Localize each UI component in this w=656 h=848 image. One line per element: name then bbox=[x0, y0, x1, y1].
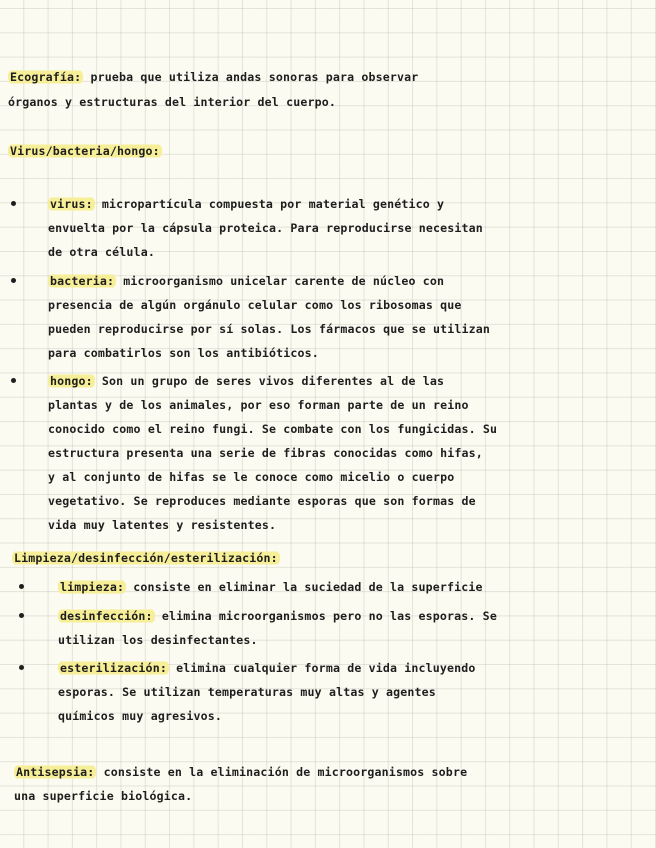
hongo-term: hongo: bbox=[50, 374, 93, 388]
virus-line-1 bbox=[48, 197, 444, 211]
virus-text-1: micropartícula compuesta por material genético y bbox=[94, 197, 445, 211]
limpieza-section-heading bbox=[12, 551, 280, 565]
hongo-line-4: estructura presenta una serie de fibras conocidas como hifas, bbox=[48, 446, 483, 460]
ecografia-line-2: órganos y estructuras del interior del cuerpo. bbox=[8, 95, 336, 109]
esterilizacion-term: esterilización: bbox=[60, 661, 167, 675]
ecografia-text-1: prueba que utiliza andas sonoras para observar bbox=[83, 70, 419, 84]
limpieza-term: limpieza: bbox=[60, 580, 125, 594]
bullet-dot bbox=[19, 613, 24, 618]
antisepsia-term: Antisepsia: bbox=[16, 765, 95, 779]
bacteria-line-1 bbox=[48, 274, 444, 288]
esterilizacion-text-1: elimina cualquier forma de vida incluyendo bbox=[168, 661, 476, 675]
ecografia-line-1 bbox=[8, 70, 418, 84]
ecografia-term: Ecografía: bbox=[10, 70, 82, 84]
hongo-line-6: vegetativo. Se reproduces mediante esporas que son formas de bbox=[48, 494, 476, 508]
desinfeccion-text-1: elimina microorganismos pero no las esporas. Se bbox=[154, 609, 497, 623]
hongo-line-1 bbox=[48, 374, 444, 388]
bullet-dot bbox=[19, 584, 24, 589]
virus-section-heading bbox=[8, 144, 162, 158]
hongo-line-2: plantas y de los animales, por eso forman parte de un reino bbox=[48, 398, 469, 412]
esterilizacion-line-3: químicos muy agresivos. bbox=[58, 709, 222, 723]
antisepsia-line-1 bbox=[14, 765, 467, 779]
limpieza-line-1 bbox=[58, 580, 483, 594]
bacteria-text-1: microorganismo unicelar carente de núcleo con bbox=[116, 274, 445, 288]
bullet-dot bbox=[19, 665, 24, 670]
bullet-dot bbox=[11, 378, 16, 383]
bullet-dot bbox=[11, 278, 16, 283]
hongo-line-7: vida muy latentes y resistentes. bbox=[48, 518, 277, 532]
desinfeccion-line-2: utilizan los desinfectantes. bbox=[58, 633, 258, 647]
bacteria-line-4: para combatirlos son los antibióticos. bbox=[48, 346, 319, 360]
limpieza-section-heading-text: Limpieza/desinfección/esterilización: bbox=[14, 551, 278, 565]
antisepsia-line-2: una superficie biológica. bbox=[14, 789, 193, 803]
bacteria-line-3: pueden reproducirse por sí solas. Los fármacos que se utilizan bbox=[48, 322, 491, 336]
hongo-line-5: y al conjunto de hifas se le conoce como micelio o cuerpo bbox=[48, 470, 455, 484]
desinfeccion-line-1 bbox=[58, 609, 497, 623]
bacteria-term: bacteria: bbox=[50, 274, 115, 288]
esterilizacion-line-1 bbox=[58, 661, 476, 675]
limpieza-text-1: consiste en eliminar la suciedad de la superficie bbox=[126, 580, 483, 594]
virus-term: virus: bbox=[50, 197, 93, 211]
hongo-line-3: conocido como el reino fungi. Se combate con los fungicidas. Su bbox=[48, 422, 498, 436]
hongo-text-1: Son un grupo de seres vivos diferentes al de las bbox=[94, 374, 445, 388]
antisepsia-text-1: consiste en la eliminación de microorganismos sobre bbox=[96, 765, 468, 779]
esterilizacion-line-2: esporas. Se utilizan temperaturas muy altas y agentes bbox=[58, 685, 436, 699]
bacteria-line-2: presencia de algún orgánulo celular como los ribosomas que bbox=[48, 298, 462, 312]
virus-line-3: de otra célula. bbox=[48, 245, 155, 259]
desinfeccion-term: desinfección: bbox=[60, 609, 153, 623]
bullet-dot bbox=[11, 201, 16, 206]
virus-line-2: envuelta por la cápsula proteica. Para reproducirse necesitan bbox=[48, 221, 483, 235]
virus-section-heading-text: Virus/bacteria/hongo: bbox=[10, 144, 160, 158]
